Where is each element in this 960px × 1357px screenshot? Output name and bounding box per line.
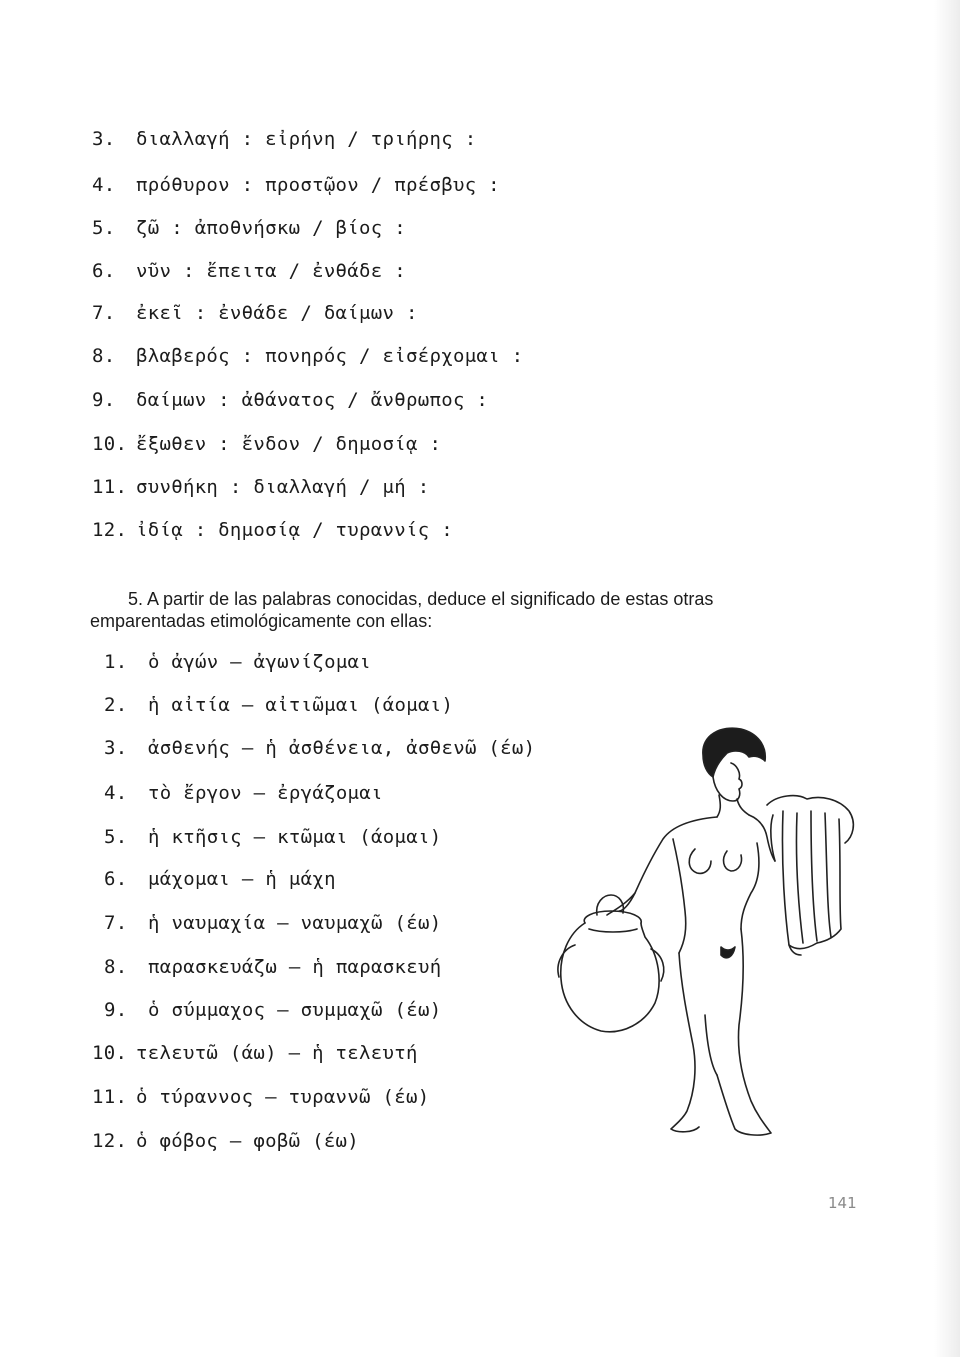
exercise-text: A partir de las palabras conocidas, deduce el significado de estas otras emparentadas etimológicamente con ellas:: [90, 589, 714, 631]
list-item: 5. ἡ κτῆσις – κτῶμαι (άομαι): [104, 826, 442, 848]
list-item: 12. ἰδίᾳ : δημοσίᾳ / τυραννίς :: [92, 519, 453, 541]
list-item: 4. πρόθυρον : προστῷον / πρέσβυς :: [92, 174, 500, 196]
page-number: 141: [828, 1194, 857, 1212]
list-item: 10. ἔξωθεν : ἔνδον / δημοσίᾳ :: [92, 433, 442, 455]
list-item: 1. ὁ ἀγών – ἀγωνίζομαι: [104, 651, 372, 673]
list-item: 4. τὸ ἔργον – ἐργάζομαι: [104, 782, 383, 804]
list-item: 6. νῦν : ἔπειτα / ἐνθάδε :: [92, 260, 406, 282]
list-item: 5. ζῶ : ἀποθνήσκω / βίος :: [92, 217, 406, 239]
list-item: 8. παρασκευάζω – ἡ παρασκευή: [104, 956, 442, 978]
list-item: 3. διαλλαγή : εἰρήνη / τριήρης :: [92, 128, 477, 150]
list-item: 6. μάχομαι – ἡ μάχη: [104, 868, 336, 890]
illustration-figure: [545, 715, 885, 1145]
exercise-instruction: [90, 588, 830, 632]
list-item: 9. δαίμων : ἀθάνατος / ἄνθρωπος :: [92, 389, 489, 411]
list-item: 3. ἀσθενής – ἡ ἀσθένεια, ἀσθενῶ (έω): [104, 737, 536, 759]
list-item: 12. ὁ φόβος – φοβῶ (έω): [92, 1130, 360, 1152]
list-item: 2. ἡ αἰτία – αἰτιῶμαι (άομαι): [104, 694, 454, 716]
list-item: 7. ἐκεῖ : ἐνθάδε / δαίμων :: [92, 302, 418, 324]
list-item: 9. ὁ σύμμαχος – συμμαχῶ (έω): [104, 999, 442, 1021]
list-item: 7. ἡ ναυμαχία – ναυμαχῶ (έω): [104, 912, 442, 934]
exercise-number: 5.: [128, 589, 144, 609]
list-item: 10. τελευτῶ (άω) – ἡ τελευτή: [92, 1042, 418, 1064]
page-edge-shadow: [934, 0, 960, 1357]
list-item: 8. βλαβερός : πονηρός / εἰσέρχομαι :: [92, 345, 524, 367]
list-item: 11. συνθήκη : διαλλαγή / μή :: [92, 476, 430, 498]
list-item: 11. ὁ τύραννος – τυραννῶ (έω): [92, 1086, 430, 1108]
